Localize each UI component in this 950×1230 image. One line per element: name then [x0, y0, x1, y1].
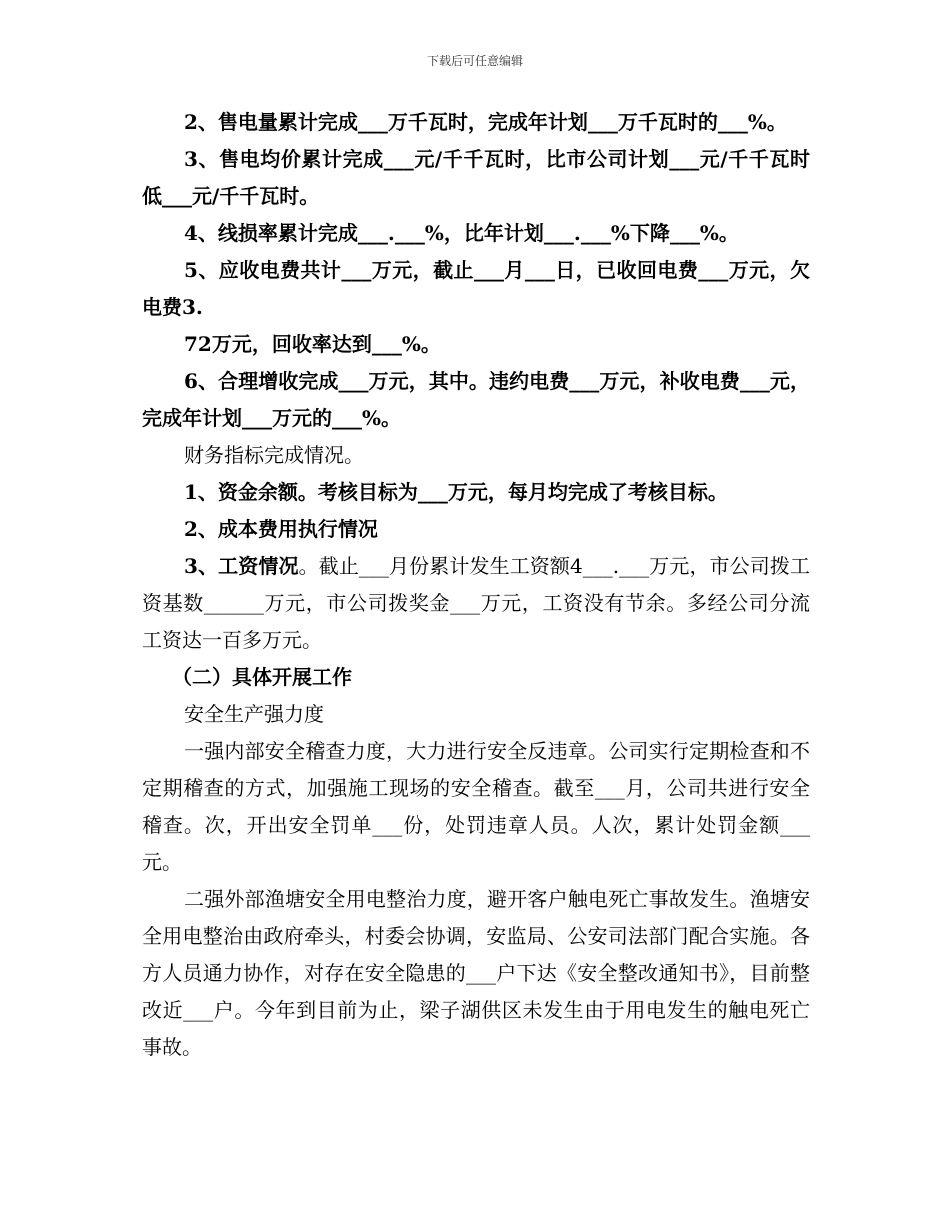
paragraph-receivables: 5、应收电费共计___万元，截止___月___日，已收回电费___万元，欠电费3.	[142, 258, 810, 319]
page-header: 下载后可任意编辑	[426, 54, 523, 68]
wages-text: 。截止___月份累计发生工资额4___.___万元，市公司拨工资基数______万元，市公司拨奖金___万元，工资没有节余。多经公司分流工资达一百多万元。	[142, 554, 810, 652]
paragraph-recovery-rate: 72万元，回收率达到___%。	[184, 332, 441, 356]
paragraph-internal-safety: 一强内部安全稽查力度，大力进行安全反违章。公司实行定期检查和不定期稽查的方式，加强施工现场的安全稽查。截至___月，公司共进行安全稽查。次，开出安全罚单___份，处罚违章人员。人次，累计处罚金额___元。	[142, 739, 810, 874]
paragraph-financial-heading: 财务指标完成情况。	[184, 443, 364, 467]
paragraph-wages	[142, 548, 810, 659]
paragraph-safety-heading: 安全生产强力度	[184, 702, 324, 726]
paragraph-sales-volume: 2、售电量累计完成___万千瓦时，完成年计划___万千瓦时的___%。	[184, 110, 787, 134]
paragraph-revenue-increase: 6、合理增收完成___万元，其中。违约电费___万元，补收电费___元，完成年计划___万元的___%。	[142, 369, 810, 430]
paragraph-fund-balance: 1、资金余额。考核目标为___万元，每月均完成了考核目标。	[184, 480, 728, 504]
paragraph-external-safety: 二强外部渔塘安全用电整治力度，避开客户触电死亡事故发生。渔塘安全用电整治由政府牵头，村委会协调，安监局、公安司法部门配合实施。各方人员通力协作，对存在安全隐患的___户下达《安全整改通知书》，目前整改近___户。今年到目前为止，梁子湖供区未发生由于用电发生的触电死亡事故。	[142, 887, 810, 1059]
paragraph-cost-execution: 2、成本费用执行情况	[184, 517, 378, 541]
paragraph-avg-price: 3、售电均价累计完成___元/千千瓦时，比市公司计划___元/千千瓦时低___元/千千瓦时。	[142, 147, 810, 208]
document-body	[142, 104, 810, 1066]
section-heading-specific-work: （二）具体开展工作	[172, 665, 352, 689]
paragraph-line-loss: 4、线损率累计完成___.___%，比年计划___.___%下降___%。	[184, 221, 739, 245]
wages-label: 3、工资情况	[184, 554, 299, 578]
